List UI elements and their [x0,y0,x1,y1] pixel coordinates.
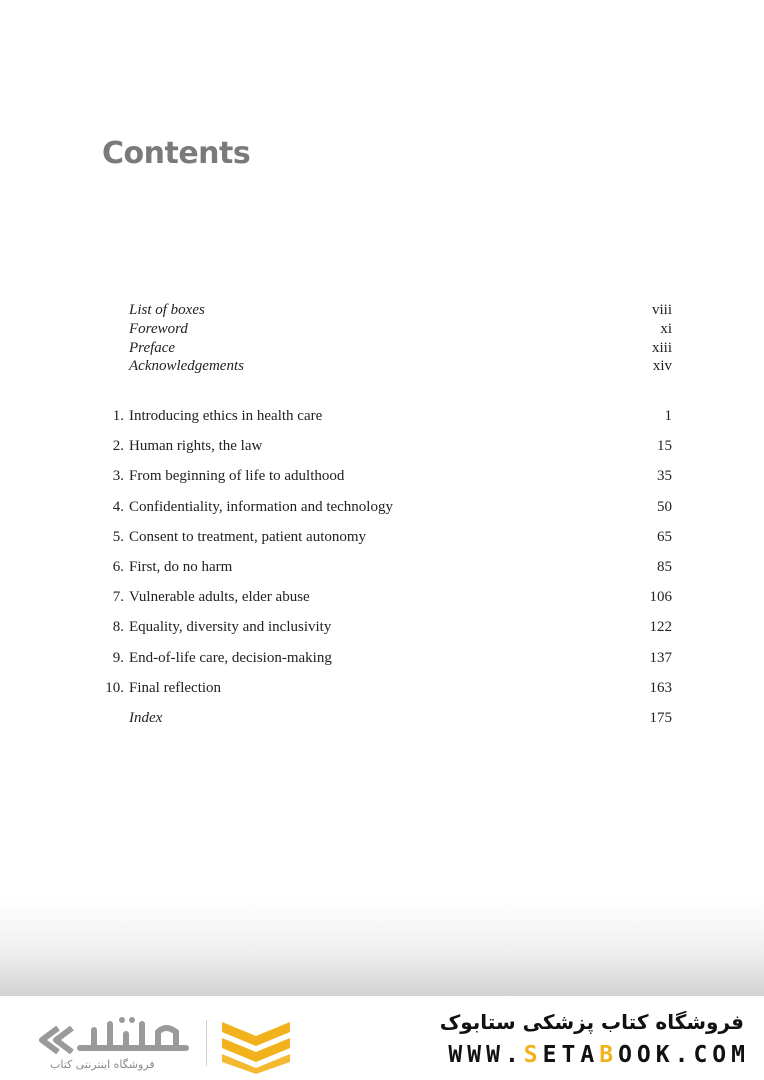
toc-page-number: xiv [652,358,672,374]
chapter-title: Consent to treatment, patient autonomy [129,529,367,545]
chapter-title: Vulnerable adults, elder abuse [129,589,310,605]
index-title: Index [129,710,163,726]
toc-page-number: 65 [657,529,672,545]
toc-chapter-row [100,527,672,547]
logo-subtitle: فروشگاه اینترنتی کتاب [50,1058,155,1071]
toc-page-number: 137 [649,650,672,666]
toc-chapter-row [100,466,672,486]
triple-chevron-icon [218,1016,294,1074]
chapter-number: 1. [112,408,124,424]
chapter-title: From beginning of life to adulthood [129,468,345,484]
toc-front-title: Preface [129,340,176,356]
chapter-number: 8. [112,619,124,635]
chapter-number: 3. [112,468,124,484]
store-name: فروشگاه کتاب پزشکی ستابوک [439,1010,744,1034]
toc-chapter-row [100,587,672,607]
toc-front-item [100,357,672,375]
chapter-title: End-of-life care, decision-making [129,650,332,666]
toc-front-item [100,320,672,338]
toc-front-item [100,301,672,319]
toc-front-title: Acknowledgements [129,358,244,374]
toc-front-item [100,339,672,357]
toc-chapter-row [100,678,672,698]
contents-heading: Contents [102,136,251,171]
page-bottom-shadow [0,900,764,996]
toc-page-number: 15 [657,438,672,454]
toc-index-row [100,708,672,728]
toc-chapter-row [100,497,672,517]
toc-front-title: Foreword [129,321,188,337]
store-url[interactable] [448,1042,750,1068]
toc-page-number: viii [651,302,672,318]
toc-page-number: 50 [657,499,672,515]
chapter-title: Human rights, the law [129,438,263,454]
chapter-number: 5. [112,529,124,545]
toc-chapter-row [100,557,672,577]
toc-page-number: 175 [649,710,672,726]
url-part: WWW. [448,1042,524,1068]
url-part: OOK.COM [618,1042,750,1068]
toc-page-number: 35 [657,468,672,484]
toc-chapter-row [100,617,672,637]
chapter-title: Confidentiality, information and technology [129,499,393,515]
chapter-title: First, do no harm [129,559,233,575]
chapter-number: 9. [112,650,124,666]
chapter-title: Introducing ethics in health care [129,408,323,424]
toc-front-title: List of boxes [129,302,205,318]
toc-chapter-row [100,648,672,668]
chapter-number: 10. [105,680,124,696]
banner-divider [206,1020,207,1066]
toc-page-number: 163 [649,680,672,696]
chapter-title: Equality, diversity and inclusivity [129,619,332,635]
chapter-number: 6. [112,559,124,575]
chapter-number: 4. [112,499,124,515]
url-part: ETA [542,1042,600,1068]
toc-page-number: xiii [651,340,672,356]
chapter-title: Final reflection [129,680,222,696]
url-highlight: S [523,1042,543,1068]
chapter-number: 7. [112,589,124,605]
toc-page-number: 106 [649,589,672,605]
toc-page-number: 1 [664,408,672,424]
toc-page-number: xi [660,321,672,337]
url-highlight: B [599,1042,619,1068]
chapter-number: 2. [112,438,124,454]
toc-page-number: 85 [657,559,672,575]
toc-chapter-row [100,406,672,426]
toc-page-number: 122 [649,619,672,635]
toc-chapter-row [100,436,672,456]
